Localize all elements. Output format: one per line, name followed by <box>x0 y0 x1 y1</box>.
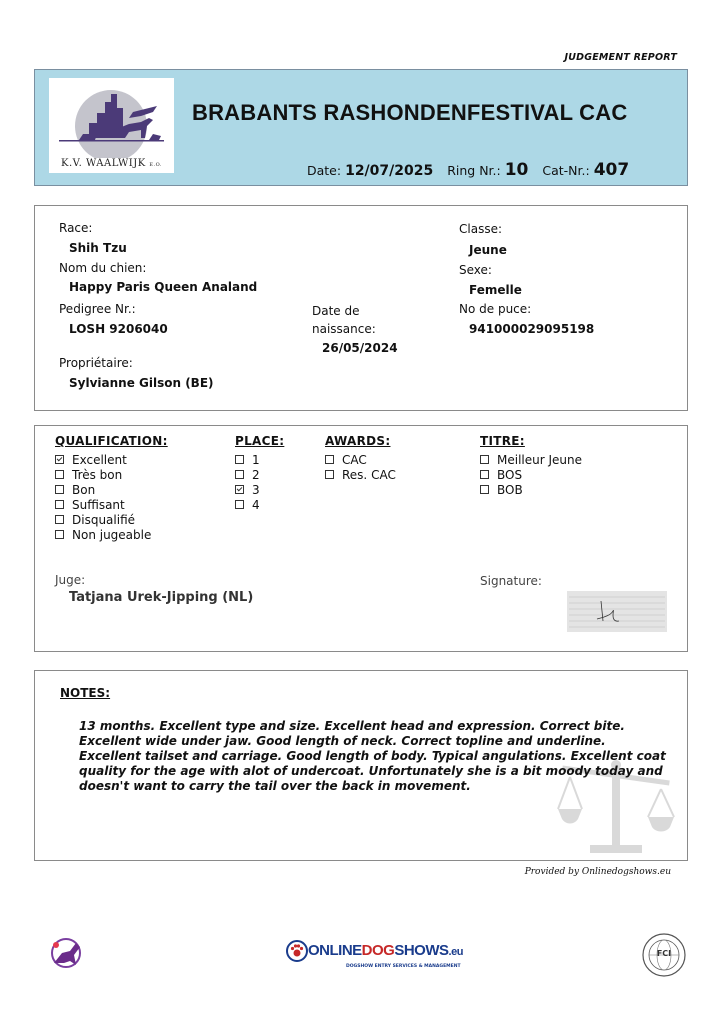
owner-label: Propriétaire: <box>59 356 133 370</box>
option-label: Non jugeable <box>72 528 152 542</box>
classe-value: Jeune <box>469 243 507 257</box>
notes-heading: NOTES: <box>60 686 111 700</box>
ods-online: ONLINE <box>308 942 362 959</box>
checkbox-icon[interactable] <box>55 485 64 494</box>
fci-label: FCI <box>656 949 672 958</box>
titre-heading: TITRE: <box>480 434 525 448</box>
option-label: Excellent <box>72 453 127 467</box>
sexe-value: Femelle <box>469 283 522 297</box>
option-label: BOB <box>497 483 523 497</box>
qualification-option[interactable] <box>55 513 168 528</box>
ring-value: 10 <box>504 160 529 180</box>
checkbox-icon[interactable] <box>55 515 64 524</box>
cat-value: 407 <box>593 160 630 180</box>
signature-image <box>567 591 667 632</box>
checkbox-icon[interactable] <box>55 500 64 509</box>
owner-value: Sylvianne Gilson (BE) <box>69 376 214 390</box>
place-option[interactable] <box>235 453 284 468</box>
option-label: CAC <box>342 453 367 467</box>
checkbox-icon[interactable] <box>480 485 489 494</box>
option-label: Res. CAC <box>342 468 396 482</box>
notes-line: Excellent tailset and carriage. Good length of body. Typical angulations. Excellent coat <box>79 749 666 763</box>
checkbox-icon[interactable] <box>55 470 64 479</box>
notes-line: doesn't want to carry the tail over the back in movement. <box>79 779 471 793</box>
paw-icon <box>286 940 308 962</box>
option-label: Suffisant <box>72 498 125 512</box>
qualification-heading: QUALIFICATION: <box>55 434 168 448</box>
header-banner <box>34 69 688 186</box>
fci-logo <box>641 932 687 978</box>
qualification-option[interactable] <box>55 483 168 498</box>
date-value: 12/07/2025 <box>345 163 434 179</box>
checkbox-icon[interactable] <box>325 455 334 464</box>
pedigree-value: LOSH 9206040 <box>69 322 168 336</box>
option-label: 3 <box>252 483 260 497</box>
onlinedogshows-logo <box>286 938 463 978</box>
pedigree-label: Pedigree Nr.: <box>59 302 136 316</box>
checkbox-icon[interactable] <box>55 530 64 539</box>
notes-line: 13 months. Excellent type and size. Excellent head and expression. Correct bite. <box>79 719 625 733</box>
place-option[interactable] <box>235 498 284 513</box>
ods-tagline: DOGSHOW ENTRY SERVICES & MANAGEMENT <box>346 964 461 969</box>
results-box <box>34 425 688 652</box>
notes-text <box>79 719 679 794</box>
club-logo <box>49 78 174 173</box>
club-dog-logo-icon <box>46 933 86 973</box>
checkbox-icon[interactable] <box>235 500 244 509</box>
qualification-option[interactable] <box>55 468 168 483</box>
awards-option[interactable] <box>325 468 396 483</box>
ods-shows: SHOWS <box>394 942 449 959</box>
checkbox-icon[interactable] <box>235 455 244 464</box>
place-heading: PLACE: <box>235 434 285 448</box>
chip-label: No de puce: <box>459 302 532 316</box>
club-logo-graphic <box>49 78 174 158</box>
ods-wordmark <box>308 942 463 959</box>
titre-option[interactable] <box>480 483 582 498</box>
qualification-section <box>55 434 168 543</box>
option-label: Disqualifié <box>72 513 136 527</box>
ods-eu: .eu <box>448 946 463 958</box>
sexe-label: Sexe: <box>459 263 492 277</box>
signature-label: Signature: <box>480 574 542 588</box>
notes-box <box>34 670 688 861</box>
awards-section <box>325 434 396 483</box>
option-label: 4 <box>252 498 260 512</box>
birth-date-label <box>312 302 376 338</box>
signature-scribble-icon <box>567 591 667 632</box>
checkbox-icon[interactable] <box>325 470 334 479</box>
date-label: Date: <box>307 163 342 178</box>
club-name-suffix: E.O. <box>149 162 162 168</box>
awards-option[interactable] <box>325 453 396 468</box>
birth-date-label-line1: Date de <box>312 304 360 318</box>
judge-label: Juge: <box>55 573 86 587</box>
titre-option[interactable] <box>480 468 582 483</box>
notes-line: quality for the age with alot of undercoat. Unfortunately she is a bit moody today and <box>79 764 663 778</box>
titre-section <box>480 434 582 498</box>
event-meta <box>307 160 629 180</box>
race-value: Shih Tzu <box>69 241 127 255</box>
place-option[interactable] <box>235 483 284 498</box>
classe-label: Classe: <box>459 222 502 236</box>
notes-line: Excellent wide under jaw. Good length of neck. Correct topline and underline. <box>79 734 606 748</box>
dog-name-label: Nom du chien: <box>59 261 147 275</box>
place-option[interactable] <box>235 468 284 483</box>
judge-name: Tatjana Urek-Jipping (NL) <box>69 590 254 605</box>
option-label: Meilleur Jeune <box>497 453 582 467</box>
cat-label: Cat-Nr.: <box>542 163 590 178</box>
provided-by: Provided by Onlinedogshows.eu <box>524 867 671 877</box>
place-section <box>235 434 284 513</box>
option-label: Très bon <box>72 468 123 482</box>
dog-info-box <box>34 205 688 411</box>
ods-dog: DOG <box>361 942 395 959</box>
option-label: 1 <box>252 453 260 467</box>
option-label: Bon <box>72 483 96 497</box>
checkbox-checked-icon[interactable] <box>235 485 244 494</box>
club-name-text: K.V. WAALWIJK <box>60 158 146 169</box>
option-label: 2 <box>252 468 260 482</box>
event-title: BRABANTS RASHONDENFESTIVAL CAC <box>192 100 628 125</box>
qualification-option[interactable] <box>55 528 168 543</box>
dog-name-value: Happy Paris Queen Analand <box>69 280 258 294</box>
qualification-option[interactable] <box>55 498 168 513</box>
checkbox-icon[interactable] <box>480 455 489 464</box>
option-label: BOS <box>497 468 523 482</box>
titre-option[interactable] <box>480 453 582 468</box>
qualification-option[interactable] <box>55 453 168 468</box>
checkbox-icon[interactable] <box>480 470 489 479</box>
ring-label: Ring Nr.: <box>447 163 501 178</box>
chip-value: 941000029095198 <box>469 322 595 336</box>
checkbox-icon[interactable] <box>235 470 244 479</box>
race-label: Race: <box>59 221 93 235</box>
birth-date-value: 26/05/2024 <box>322 341 398 355</box>
awards-heading: AWARDS: <box>325 434 391 448</box>
birth-date-label-line2: naissance: <box>312 322 376 336</box>
checkbox-checked-icon[interactable] <box>55 455 64 464</box>
club-name <box>49 158 174 169</box>
report-type-label: JUDGEMENT REPORT <box>564 52 677 63</box>
